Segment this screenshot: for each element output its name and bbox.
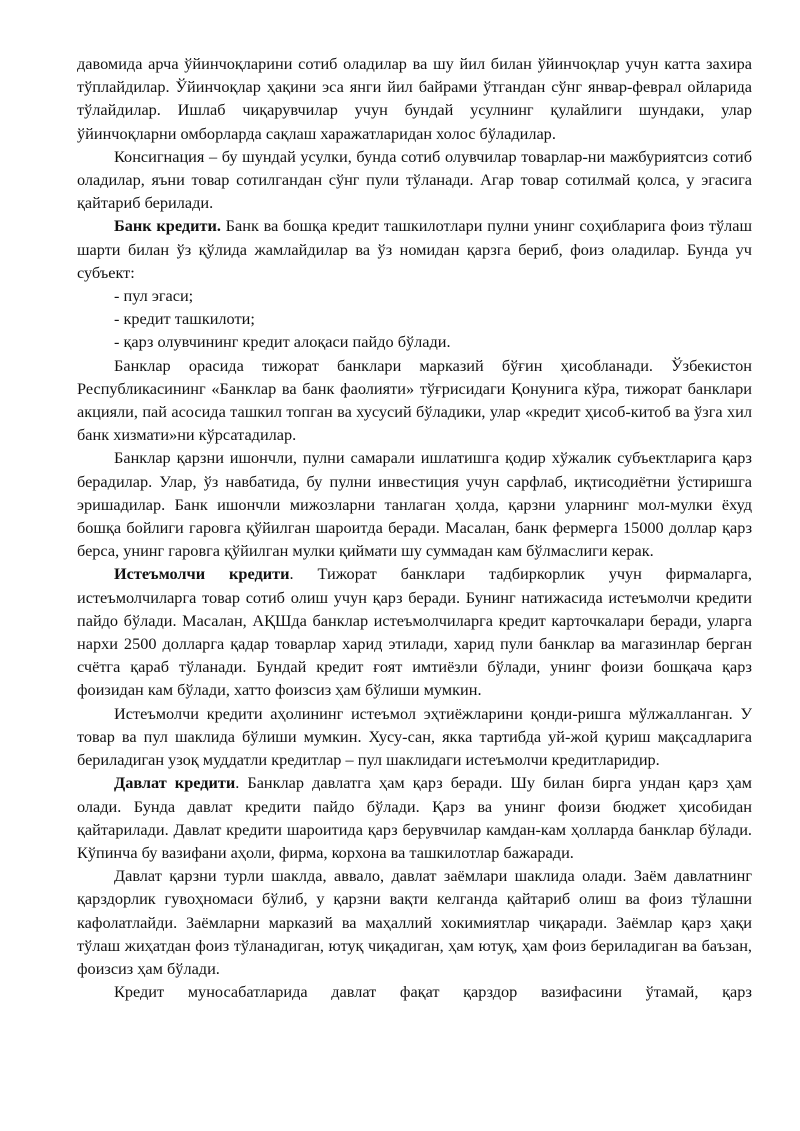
paragraph-state-loans: Давлат қарзни турли шаклда, аввало, давлат заёмлари шаклида олади. Заём давлатнинг қарздорлик гувоҳномаси бўлиб, у қарзни вақти келганда қайтариб олиш ва фоиз тўлашни кафолатлайди. Заёмларни марказий ва маҳаллий хокимиятлар чиқаради. Заёмлар қарз ҳақи тўлаш жиҳатдан фоиз тўланадиган, ютуқ чиқадиган, ҳам ютуқ, ҳам фоиз бериладиган ва баъзан, фоизсиз ҳам бўлади. [77,866,752,978]
paragraph-commercial-banks: Банклар орасида тижорат банклари марказий бўғин ҳисобланади. Ўзбекистон Республикасининг «Банклар ва банк фаолияти» тўғрисидаги Қонунига кўра, тижорат банклари акцияли, пай асосида ташкил топган ва хусусий бўладики, улар «кредит ҳисоб-китоб ва ўзга хил банк хизмати»ни кўрсатадилар. [77,355,752,445]
list-item: - қарз олувчининг кредит алоқаси пайдо бўлади. [114,332,451,352]
paragraph-bank-credit: Банк кредити. Банк ва бошқа кредит ташкилотлари пулни унинг соҳибларига фоиз тўлаш шарти билан ўз қўлида жамлайдилар ва ўз номидан қарзга бериб, фоиз оладилар. Бунда уч субъект: [77,216,752,282]
section-heading-consumer-credit: Истеъмолчи кредити [114,564,290,584]
paragraph-bank-lending: Банклар қарзни ишончли, пулни самарали ишлатишга қодир хўжалик субъектларига қарз берадилар. Улар, ўз навбатида, бу пулни инвестиция учун сарфлаб, иқтисодиётни ўстиришга эришадилар. Банк ишончли мижозларни танлаган ҳолда, қарзни уларнинг мол-мулки ёхуд бошқа бойлиги гаровга қўйилган шароитда беради. Масалан, банк фермерга 15000 доллар қарз берса, унинг гаровга қўйилган мулки қиймати шу суммадан кам бўлмаслиги керак. [77,448,752,561]
paragraph-credit-relations: Кредит муносабатларида давлат фақат қарздор вазифасини ўтамай, қарз [114,982,752,1002]
section-heading-state-credit: Давлат кредити [114,773,236,793]
section-heading-bank-credit: Банк кредити. [114,216,221,236]
list-item: - кредит ташкилоти; [114,309,255,329]
paragraph-consumer-credit: Истеъмолчи кредити. Тижорат банклари тадбиркорлик учун фирмаларга, истеъмолчиларга товар сотиб олиш учун қарз беради. Бунинг натижасида истеъмолчи кредити пайдо бўлади. Масалан, АҚШда банклар истеъмолчиларга кредит карточкалари беради, уларга нархи 2500 долларга қадар товарлар харид этилади, харид пули банклар ва магазинлар берган счётга қараб тўланади. Бундай кредит ғоят имтиёзли бўлади, унинг фоизи бошқача қарз фоизидан кам бўлади, хатто фоизсиз ҳам бўлиши мумкин. [77,564,752,700]
paragraph-continuation: давомида арча ўйинчоқларини сотиб оладилар ва шу йил билан ўйинчоқлар учун катта захира тўплайдилар. Ўйинчоқлар ҳақини эса янги йил байрами ўтгандан сўнг январ-феврал ойларида тўлайдилар. Ишлаб чиқарувчилар учун бундай усулнинг қулайлиги шундаки, улар ўйинчоқларни омборларда сақлаш харажатларидан холос бўладилар. [77,54,752,143]
paragraph-state-credit: Давлат кредити. Банклар давлатга ҳам қарз беради. Шу билан бирга ундан қарз ҳам олади. Бунда давлат кредити пайдо бўлади. Қарз ва унинг фоизи бюджет ҳисобидан қайтарилади. Давлат кредити шароитида қарз берувчилар камдан-кам ҳолларда банклар бўлади. Кўпинча бу вазифани аҳоли, фирма, корхона ва ташкилотлар бажаради. [77,773,752,862]
paragraph-consignment: Консигнация – бу шундай усулки, бунда сотиб олувчилар товарлар-ни мажбуриятсиз сотиб оладилар, яъни товар сотилгандан сўнг пули тўланади. Агар товар сотилмай қолса, у эгасига қайтариб берилади. [77,146,752,213]
list-item: - пул эгаси; [114,286,194,306]
document-page [77,52,752,1003]
paragraph-consumer-credit-purpose: Истеъмолчи кредити аҳолининг истеъмол эҳтиёжларини қонди-ришга мўлжалланган. У товар ва пул шаклида бўлиши мумкин. Хусу-сан, якка тартибда уй-жой қуриш мақсадларига бериладиган узоқ муддатли кредитлар – пул шаклидаги истеъмолчи кредитларидир. [77,703,752,770]
